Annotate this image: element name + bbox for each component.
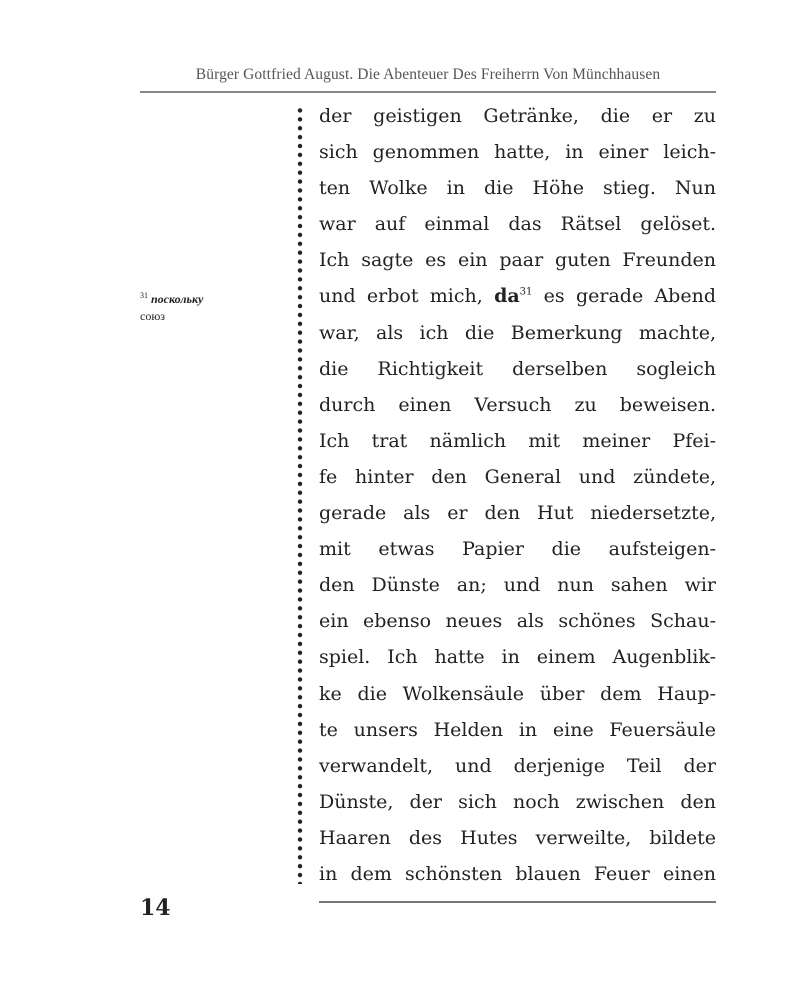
footnote-term: поскольку bbox=[151, 292, 204, 306]
text-line: fe hinter den General und zündete, bbox=[319, 465, 716, 488]
text-line: den Dünste an; und nun sahen wir bbox=[319, 574, 716, 597]
text-line: verwandelt, und derjenige Teil der bbox=[319, 754, 716, 777]
text-line: war, als ich die Bemerkung machte, bbox=[319, 321, 716, 344]
text-line: spiel. Ich hatte in einem Augenblik- bbox=[319, 646, 716, 669]
text-line: Dünste, der sich noch zwischen den bbox=[319, 790, 716, 813]
text-line: der geistigen Getränke, die er zu bbox=[319, 105, 716, 127]
text-line-with-footnote-ref bbox=[319, 278, 716, 314]
text-segment: und erbot mich, bbox=[319, 285, 483, 308]
footnote-ref: 31 bbox=[519, 287, 533, 299]
text-line: sich genommen hatte, in einer leich- bbox=[319, 141, 716, 164]
text-line: Haaren des Hutes verweilte, bildete bbox=[319, 826, 716, 849]
footnote-number: 31 bbox=[140, 291, 148, 300]
text-line: durch einen Versuch zu beweisen. bbox=[319, 393, 716, 416]
dotted-divider bbox=[296, 106, 304, 884]
text-line: ein ebenso neues als schönes Schau- bbox=[319, 610, 716, 633]
text-line: ke die Wolkensäule über dem Haup- bbox=[319, 682, 716, 705]
text-line: ten Wolke in die Höhe stieg. Nun bbox=[319, 177, 716, 200]
bottom-rule bbox=[319, 901, 716, 903]
running-header: Bürger Gottfried August. Die Abenteuer Des Freiherrn Von Münchhausen bbox=[195, 66, 661, 83]
text-line: war auf einmal das Rätsel gelöset. bbox=[319, 213, 716, 236]
header-rule bbox=[140, 91, 716, 93]
footnoted-word: da bbox=[494, 285, 520, 308]
page-number: 14 bbox=[140, 895, 171, 921]
text-line: te unsers Helden in eine Feuersäule bbox=[319, 718, 716, 741]
text-line: Ich sagte es ein paar guten Freunden bbox=[319, 249, 716, 272]
footnote-term-line bbox=[140, 291, 290, 308]
text-line: in dem schönsten blauen Feuer einen bbox=[319, 862, 716, 885]
text-line: die Richtigkeit derselben sogleich bbox=[319, 357, 716, 380]
text-line: mit etwas Papier die aufsteigen- bbox=[319, 538, 716, 561]
body-text bbox=[319, 98, 716, 892]
text-segment: es gerade Abend bbox=[532, 285, 716, 308]
margin-footnote bbox=[140, 291, 290, 325]
text-line: Ich trat nämlich mit meiner Pfei- bbox=[319, 429, 716, 452]
text-line: gerade als er den Hut niedersetzte, bbox=[319, 502, 716, 525]
footnote-gloss: союз bbox=[140, 309, 166, 323]
